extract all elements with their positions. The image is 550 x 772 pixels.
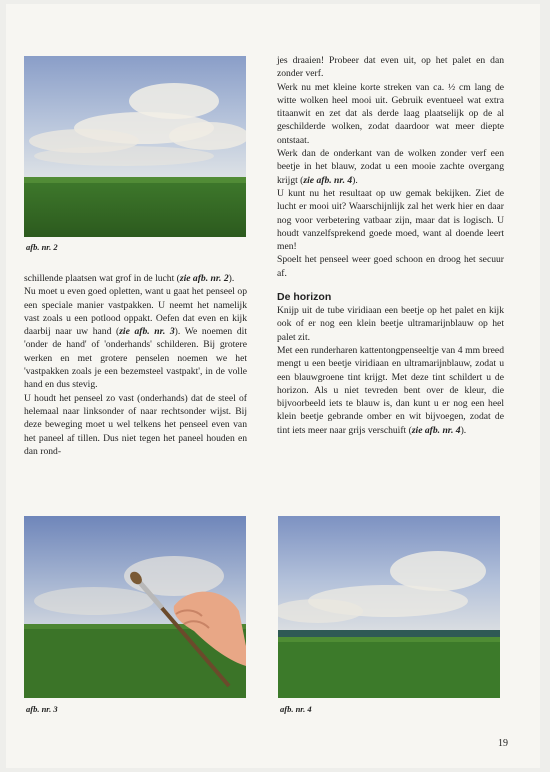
paragraph: jes draaien! Probeer dat even uit, op het palet en dan zonder verf. xyxy=(277,55,504,80)
left-text-column xyxy=(24,272,247,458)
paragraph: Met een runderharen kattentongpenseeltje van 4 mm breed mengt u een beetje viridiaan en ultramarijnblauw, zodat u een blauwgroene tint krijgt. Met deze tint schildert u de horizon. Als u niet tevreden bent over de kleur, die bijvoorbeeld iets te blauw is, dan kunt u er nog een heel klein beetje gebrande omber en wit bijvoegen, zodat de tint iets meer naar grijs verschuift (zie afb. nr. 4). xyxy=(277,344,504,436)
paragraph: Spoelt het penseel weer goed schoon en droog het secuur af. xyxy=(277,254,504,279)
paragraph: Werk dan de onderkant van de wolken zonder verf een beetje in het blauw, zodat u een mooie zachte overgang krijgt (zie afb. nr. 4). xyxy=(277,148,504,186)
paragraph: Werk nu met kleine korte streken van ca. ½ cm lang de witte wolken heel mooi uit. Gebruik eventueel wat extra titaanwit en zet dat als derde laag plaatselijk op de al geschilderde wolken, zodat daardoor wat meer diepte ontstaat. xyxy=(277,81,504,146)
paragraph: U kunt nu het resultaat op uw gemak bekijken. Ziet de lucht er mooi uit? Waarschijnlijk zal het werk hier en daar nog voor verbetering vatbaar zijn, maar dat is logisch. U houdt vanzelfsprekend goede moed, want al doende leert men! xyxy=(277,187,504,253)
figure-2-painting xyxy=(24,56,246,237)
figure-3-painting-with-hand xyxy=(24,516,246,698)
paragraph: U houdt het penseel zo vast (onderhands) dat de steel of helemaal naar linksonder of naar rechtsonder wijst. Bij deze beweging moet u wel telkens het penseel even van het paneel af tillen. Dus niet tegen het paneel houden en dan rond- xyxy=(24,392,247,457)
right-text-column xyxy=(277,54,504,437)
paragraph: Nu moet u even goed opletten, want u gaat het penseel op een speciale manier vastpakken. U neemt het namelijk vast zoals u een potlood oppakt. Oefen dat even en kijk daarbij naar uw hand (zie afb. nr. 3). We noemen dit 'onder de hand' of 'onderhands' schilderen. Bij grotere werken en met grotere penselen noemen we het 'vastpakken zoals je een bezemsteel vastpakt', in de volle hand en dus stevig. xyxy=(24,286,247,391)
book-page xyxy=(6,4,540,768)
section-heading: De horizon xyxy=(277,291,332,304)
page-number: 19 xyxy=(498,738,508,749)
paragraph: Knijp uit de tube viridiaan een beetje op het palet en kijk ook of er nog een klein beetje ultramarijnblauw op het palet zit. xyxy=(277,305,504,343)
figure-4-caption: afb. nr. 4 xyxy=(280,704,312,714)
paragraph: schillende plaatsen wat grof in de lucht (zie afb. nr. 2). xyxy=(24,273,235,284)
figure-4-painting xyxy=(278,516,500,698)
figure-3-caption: afb. nr. 3 xyxy=(26,704,58,714)
figure-2-caption: afb. nr. 2 xyxy=(26,242,58,252)
